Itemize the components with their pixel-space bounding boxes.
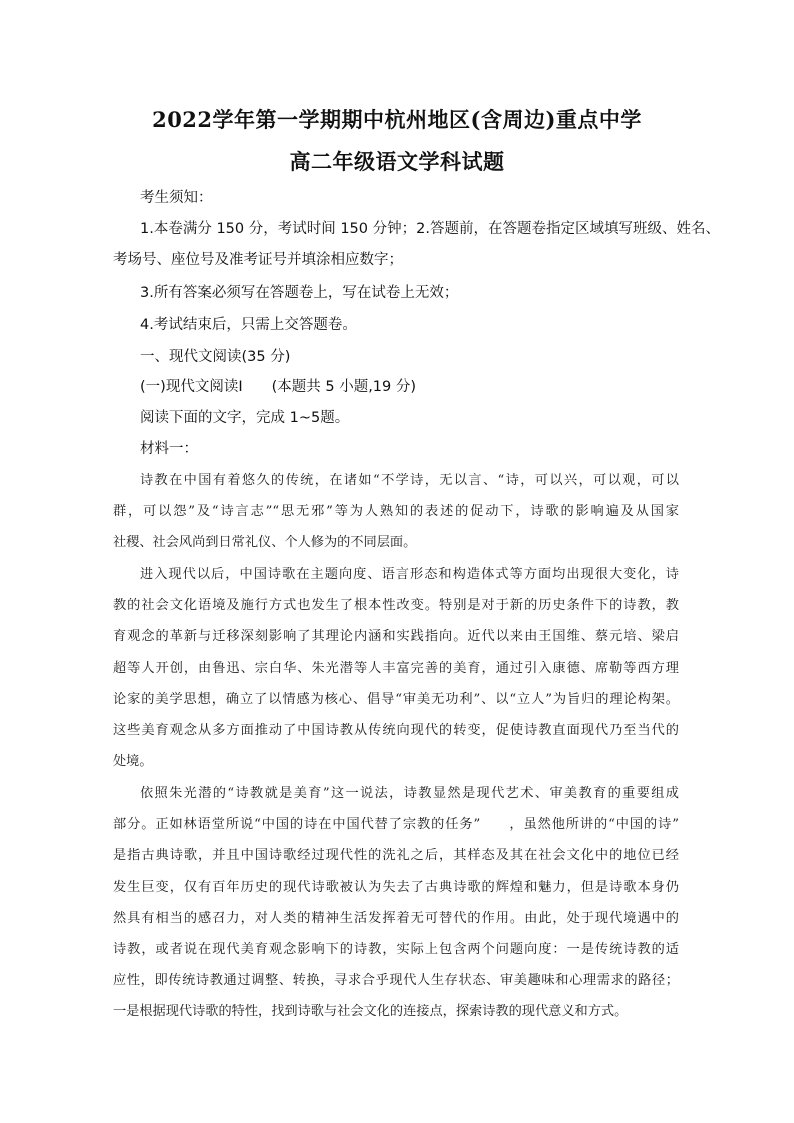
notice-item-1: 1.本卷满分 150 分，考试时间 150 分钟；2.答题前，在答题卷指定区域填写班级、姓名、 — [140, 221, 720, 237]
paragraph-line: 依照朱光潜的“诗教就是美育”这一说法，诗教显然是现代艺术、审美教育的重要组成 — [140, 786, 679, 801]
paragraph-line: 进入现代以后，中国诗歌在主题向度、语言形态和构造体式等方面均出现很大变化，诗 — [140, 567, 679, 582]
paragraph-line: 育观念的革新与迁移深刻影响了其理论内涵和实践指向。近代以来由王国维、蔡元培、梁启 — [113, 629, 679, 644]
paragraph-line: 这些美育观念从多方面推动了中国诗教从传统向现代的转变，促使诗教直面现代乃至当代的 — [113, 723, 679, 738]
reading-instruction: 阅读下面的文字，完成 1~5题。 — [140, 410, 350, 426]
paragraph-line: 超等人开创，由鲁迅、宗白华、朱光潜等人丰富完善的美育，通过引入康德、席勒等西方理 — [113, 661, 679, 676]
paragraph-line: 部分。正如林语堂所说“中国的诗在中国代替了宗教的任务” ，虽然他所讲的“中国的诗” — [113, 817, 679, 832]
notice-heading: 考生须知： — [140, 190, 213, 206]
paragraph-line: 论家的美学思想，确立了以情感为核心、倡导“审美无功利”、以“立人”为旨归的理论构架。 — [113, 692, 679, 707]
paragraph-line: 是指古典诗歌，并且中国诗歌经过现代性的洗礼之后，其样态及其在社会文化中的地位已经 — [113, 848, 679, 863]
paragraph-line: 诗教在中国有着悠久的传统，在诸如“不学诗，无以言、“诗，可以兴，可以观，可以 — [140, 473, 679, 488]
notice-item-4: 4.考试结束后，只需上交答题卷。 — [140, 317, 357, 333]
paragraph-line: 处境。 — [113, 754, 153, 769]
paragraph-line: 教的社会文化语境及施行方式也发生了根本性改变。特别是对于新的历史条件下的诗教，教 — [113, 598, 679, 613]
paragraph-line: 诗教，或者说在现代美育观念影响下的诗教，实际上包含两个问题向度：一是传统诗教的适 — [113, 942, 679, 957]
paragraph-line: 一是根据现代诗歌的特性，找到诗歌与社会文化的连接点，探索诗教的现代意义和方式。 — [113, 1004, 628, 1019]
section-heading: 一、现代文阅读(35 分) — [140, 349, 291, 365]
paragraph-line: 发生巨变，仅有百年历史的现代诗歌被认为失去了古典诗歌的辉煌和魅力，但是诗歌本身仍 — [113, 880, 679, 895]
paragraph-line: 应性，即传统诗教通过调整、转换，寻求合乎现代人生存状态、审美趣味和心理需求的路径； — [113, 973, 679, 988]
exam-subtitle: 高二年级语文学科试题 — [289, 149, 505, 174]
sub-section-heading: (一)现代文阅读Ⅰ (本题共 5 小题,19 分) — [140, 379, 417, 395]
exam-title: 2022学年第一学期期中杭州地区(含周边)重点中学 — [152, 107, 642, 132]
paragraph-line: 社稷、社会风尚到日常礼仪、个人修为的不同层面。 — [113, 535, 417, 550]
notice-item-3: 3.所有答案必须写在答题卷上，写在试卷上无效； — [140, 285, 459, 301]
notice-item-1-cont: 考场号、座位号及准考证号并填涂相应数字； — [113, 252, 403, 268]
material-label: 材料一： — [140, 441, 198, 457]
paragraph-line: 然具有相当的感召力，对人类的精神生活发挥着无可替代的作用。由此，处于现代境遇中的 — [113, 911, 679, 926]
paragraph-line: 群，可以怨”及“诗言志”“思无邪”等为人熟知的表述的促动下，诗歌的影响遍及从国家 — [113, 504, 679, 519]
